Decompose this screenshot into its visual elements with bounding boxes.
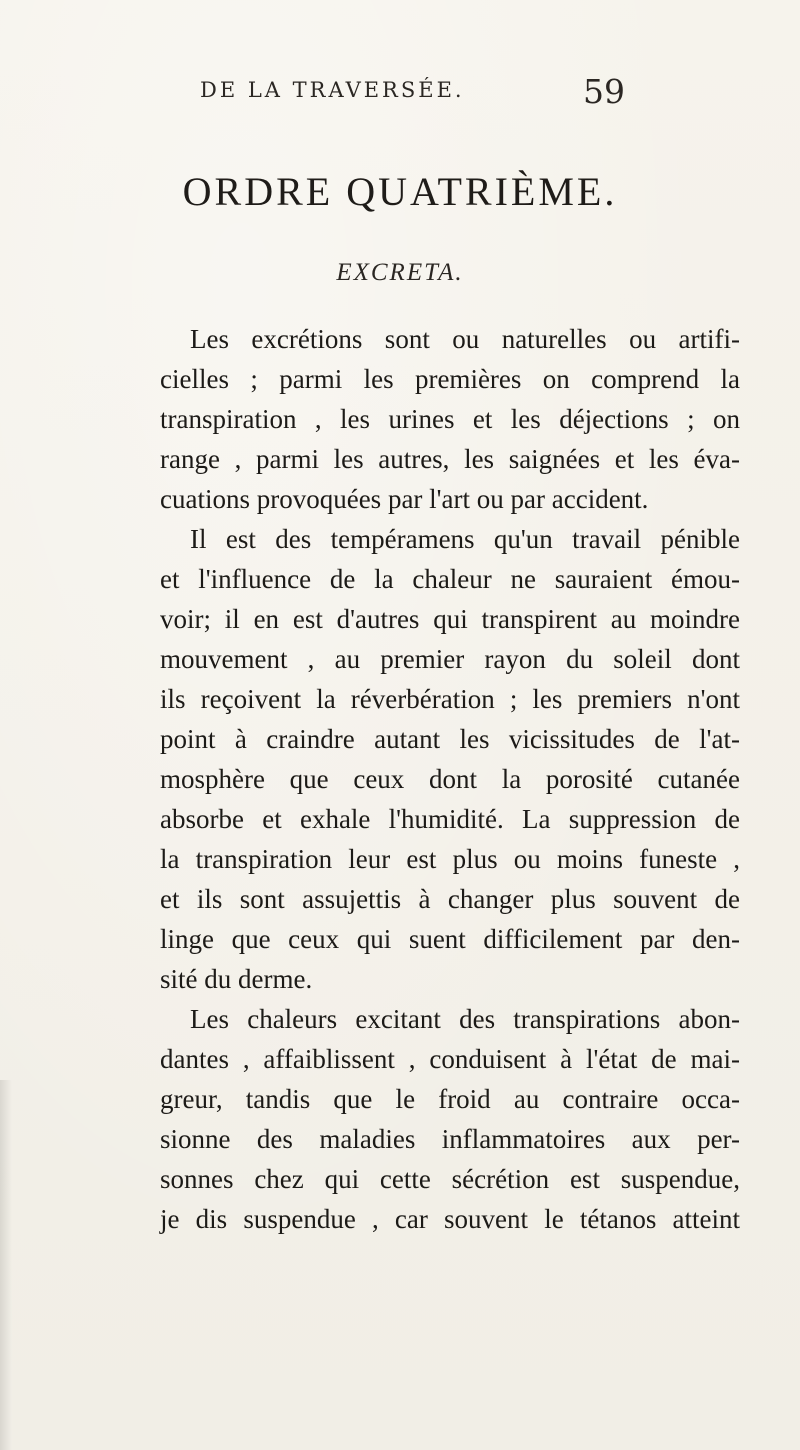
text-line: sonnes chez qui cette sécrétion est suspendue, [160,1164,740,1194]
text-line: mouvement , au premier rayon du soleil dont [160,644,740,674]
text-line: Les chaleurs excitant des transpirations abon- [190,1004,740,1034]
chapter-title: ORDRE QUATRIÈME. [182,169,618,214]
text-line: absorbe et exhale l'humidité. La suppression de [160,804,740,834]
text-line: cuations provoquées par l'art ou par accident. [160,484,649,514]
text-line: voir; il en est d'autres qui transpirent au moindre [160,604,740,634]
text-line: point à craindre autant les vicissitudes de l'at- [160,724,740,754]
text-line: transpiration , les urines et les déjections ; on [160,404,740,434]
running-head: DE LA TRAVERSÉE. [200,78,465,102]
page-number: 59 [583,72,625,111]
section-title: EXCRETA. [336,259,464,286]
body-text [160,319,740,1239]
text-line: linge que ceux qui suent difficilement par den- [160,924,740,954]
text-line: et l'influence de la chaleur ne sauraient émou- [160,564,740,594]
text-line: la transpiration leur est plus ou moins funeste , [160,844,740,874]
text-line: greur, tandis que le froid au contraire occa- [160,1084,740,1114]
text-line: je dis suspendue , car souvent le tétanos atteint [160,1204,740,1234]
text-line: sionne des maladies inflammatoires aux per- [160,1124,740,1154]
text-line: range , parmi les autres, les saignées et les éva- [160,444,740,474]
text-line: sité du derme. [160,964,313,994]
text-line: Les excrétions sont ou naturelles ou artifi- [190,324,740,354]
text-line: Il est des tempéramens qu'un travail pénible [190,524,740,554]
text-line: cielles ; parmi les premières on comprend la [160,364,740,394]
text-line: mosphère que ceux dont la porosité cutanée [160,764,740,794]
text-line: ils reçoivent la réverbération ; les premiers n'ont [160,684,740,714]
page-edge-shadow [0,1080,12,1450]
text-line: dantes , affaiblissent , conduisent à l'état de mai- [160,1044,740,1074]
text-line: et ils sont assujettis à changer plus souvent de [160,884,740,914]
